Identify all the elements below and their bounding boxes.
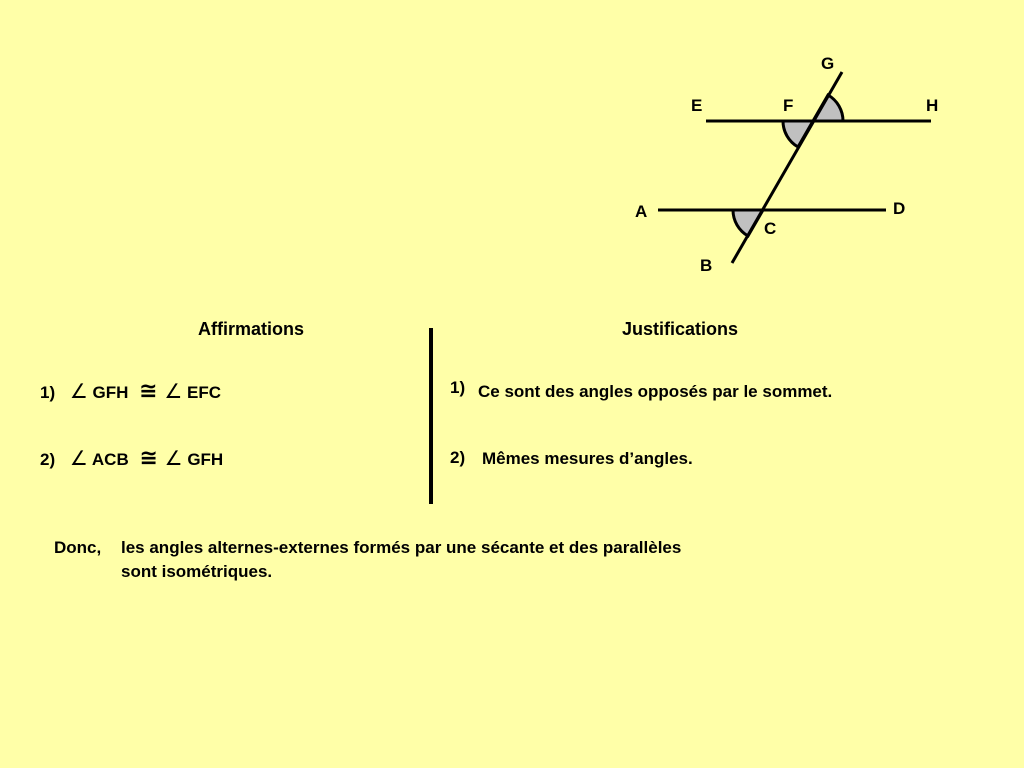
point-label-a: A [635, 202, 648, 221]
conclusion-line-1: les angles alternes-externes formés par une sécante et des parallèles [121, 538, 682, 557]
column-divider [429, 328, 433, 504]
parallel-lines-figure [0, 0, 1024, 300]
header-affirmations: Affirmations [198, 319, 305, 339]
affirmation-angle-1: ACB [91, 450, 129, 469]
affirmation-angle-1: GFH [92, 383, 129, 402]
angle-icon: ∠ [164, 381, 183, 403]
justification-text-2: Mêmes mesures d’angles. [482, 449, 693, 468]
affirmation-angle-2: EFC [187, 383, 221, 402]
affirmation-number: 2) [40, 450, 56, 469]
affirmation-row-1 [40, 378, 221, 404]
congruent-icon: ≅ [139, 378, 158, 403]
header-justifications: Justifications [622, 319, 739, 339]
angle-icon: ∠ [69, 448, 88, 470]
justification-number-2: 2) [450, 448, 466, 467]
justification-text-1: Ce sont des angles opposés par le sommet. [478, 382, 833, 401]
congruent-icon: ≅ [139, 445, 158, 470]
point-label-e: E [691, 96, 703, 115]
affirmation-angle-2: GFH [187, 450, 224, 469]
angle-icon: ∠ [69, 381, 88, 403]
point-label-g: G [821, 54, 835, 73]
angle-acb-shade [733, 210, 763, 236]
affirmation-row-2 [40, 445, 223, 471]
point-label-c: C [764, 219, 777, 238]
conclusion-line-2: sont isométriques. [121, 562, 273, 581]
point-label-d: D [893, 199, 906, 218]
angle-efc-shade [783, 121, 813, 147]
justification-number-1: 1) [450, 378, 466, 397]
point-label-f: F [783, 96, 794, 115]
affirmation-number: 1) [40, 383, 56, 402]
point-label-h: H [926, 96, 939, 115]
conclusion-lead: Donc, [54, 538, 102, 557]
angle-icon: ∠ [164, 448, 183, 470]
point-label-b: B [700, 256, 713, 275]
